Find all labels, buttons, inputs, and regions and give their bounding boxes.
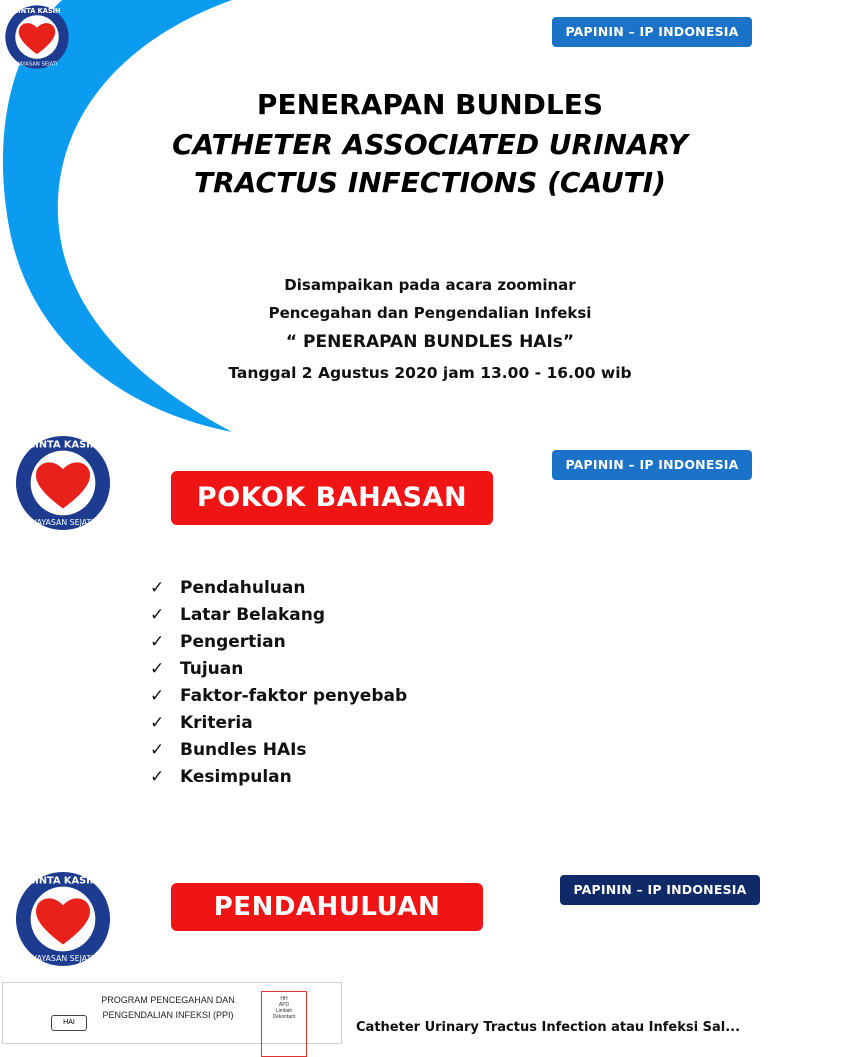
- yayasan-logo: [14, 434, 112, 536]
- slide-title: [0, 0, 768, 432]
- logo-text-bottom: YAYASAN SEJATI: [32, 954, 94, 964]
- doc-side-box: HH APD Limbah Dekontam: [261, 991, 307, 1057]
- doc-title: PROGRAM PENCEGAHAN DAN PENGENDALIAN INFEKSI (PPI): [101, 995, 235, 1020]
- heart-icon: [4, 4, 70, 70]
- logo-text-top: CINTA KASIH: [27, 875, 99, 887]
- slide-intro: [0, 842, 768, 1035]
- list-item: ✓ Pendahuluan: [150, 575, 407, 602]
- check-icon: ✓: [150, 659, 165, 679]
- yayasan-logo: [14, 870, 112, 972]
- yayasan-logo: [4, 4, 70, 74]
- check-icon: ✓: [150, 713, 165, 733]
- check-icon: ✓: [150, 686, 165, 706]
- org-badge: PAPININ – IP INDONESIA: [552, 17, 752, 47]
- list-item: ✓ Pengertian: [150, 629, 407, 656]
- check-icon: ✓: [150, 740, 165, 760]
- list-item: ✓ Kriteria: [150, 710, 407, 737]
- slide1-title-line1: PENERAPAN BUNDLES: [256, 88, 604, 121]
- list-item: ✓ Faktor-faktor penyebab: [150, 683, 407, 710]
- org-badge: PAPININ – IP INDONESIA: [552, 450, 752, 480]
- check-icon: ✓: [150, 578, 165, 598]
- logo-text-bottom: YAYASAN SEJATI: [32, 518, 94, 528]
- org-badge: PAPININ – IP INDONESIA: [560, 875, 760, 905]
- doc-hai-box: HAI: [51, 1015, 87, 1031]
- slide-outline: [0, 432, 768, 842]
- section-heading: PENDAHULUAN: [171, 883, 483, 931]
- slide1-title-line2: CATHETER ASSOCIATED URINARY: [172, 128, 688, 161]
- heart-icon: [14, 434, 112, 532]
- subtitle-event: Disampaikan pada acara zoominar: [284, 276, 576, 294]
- logo-text-top: CINTA KASIH: [27, 439, 99, 451]
- list-item: ✓ Kesimpulan: [150, 764, 407, 791]
- logo-text-bottom: YAYASAN SEJATI: [16, 61, 58, 68]
- list-item: ✓ Latar Belakang: [150, 602, 407, 629]
- heart-icon: [14, 870, 112, 968]
- check-icon: ✓: [150, 632, 165, 652]
- check-icon: ✓: [150, 605, 165, 625]
- list-item: ✓ Bundles HAIs: [150, 737, 407, 764]
- subtitle-bundles: “ PENERAPAN BUNDLES HAIs”: [285, 332, 575, 352]
- logo-text-top: CINTA KASIH: [13, 7, 61, 16]
- subtitle-topic: Pencegahan dan Pengendalian Infeksi: [268, 304, 592, 322]
- outline-list: [150, 575, 407, 791]
- slide1-title-line3: TRACTUS INFECTIONS (CAUTI): [194, 166, 666, 199]
- list-item: ✓ Tujuan: [150, 656, 407, 683]
- ppi-document-thumbnail: [2, 982, 342, 1044]
- check-icon: ✓: [150, 767, 165, 787]
- subtitle-date: Tanggal 2 Agustus 2020 jam 13.00 - 16.00 wib: [228, 364, 632, 382]
- intro-body-text: Catheter Urinary Tractus Infection atau Infeksi Sal...: [356, 1020, 741, 1035]
- section-heading: POKOK BAHASAN: [171, 471, 493, 525]
